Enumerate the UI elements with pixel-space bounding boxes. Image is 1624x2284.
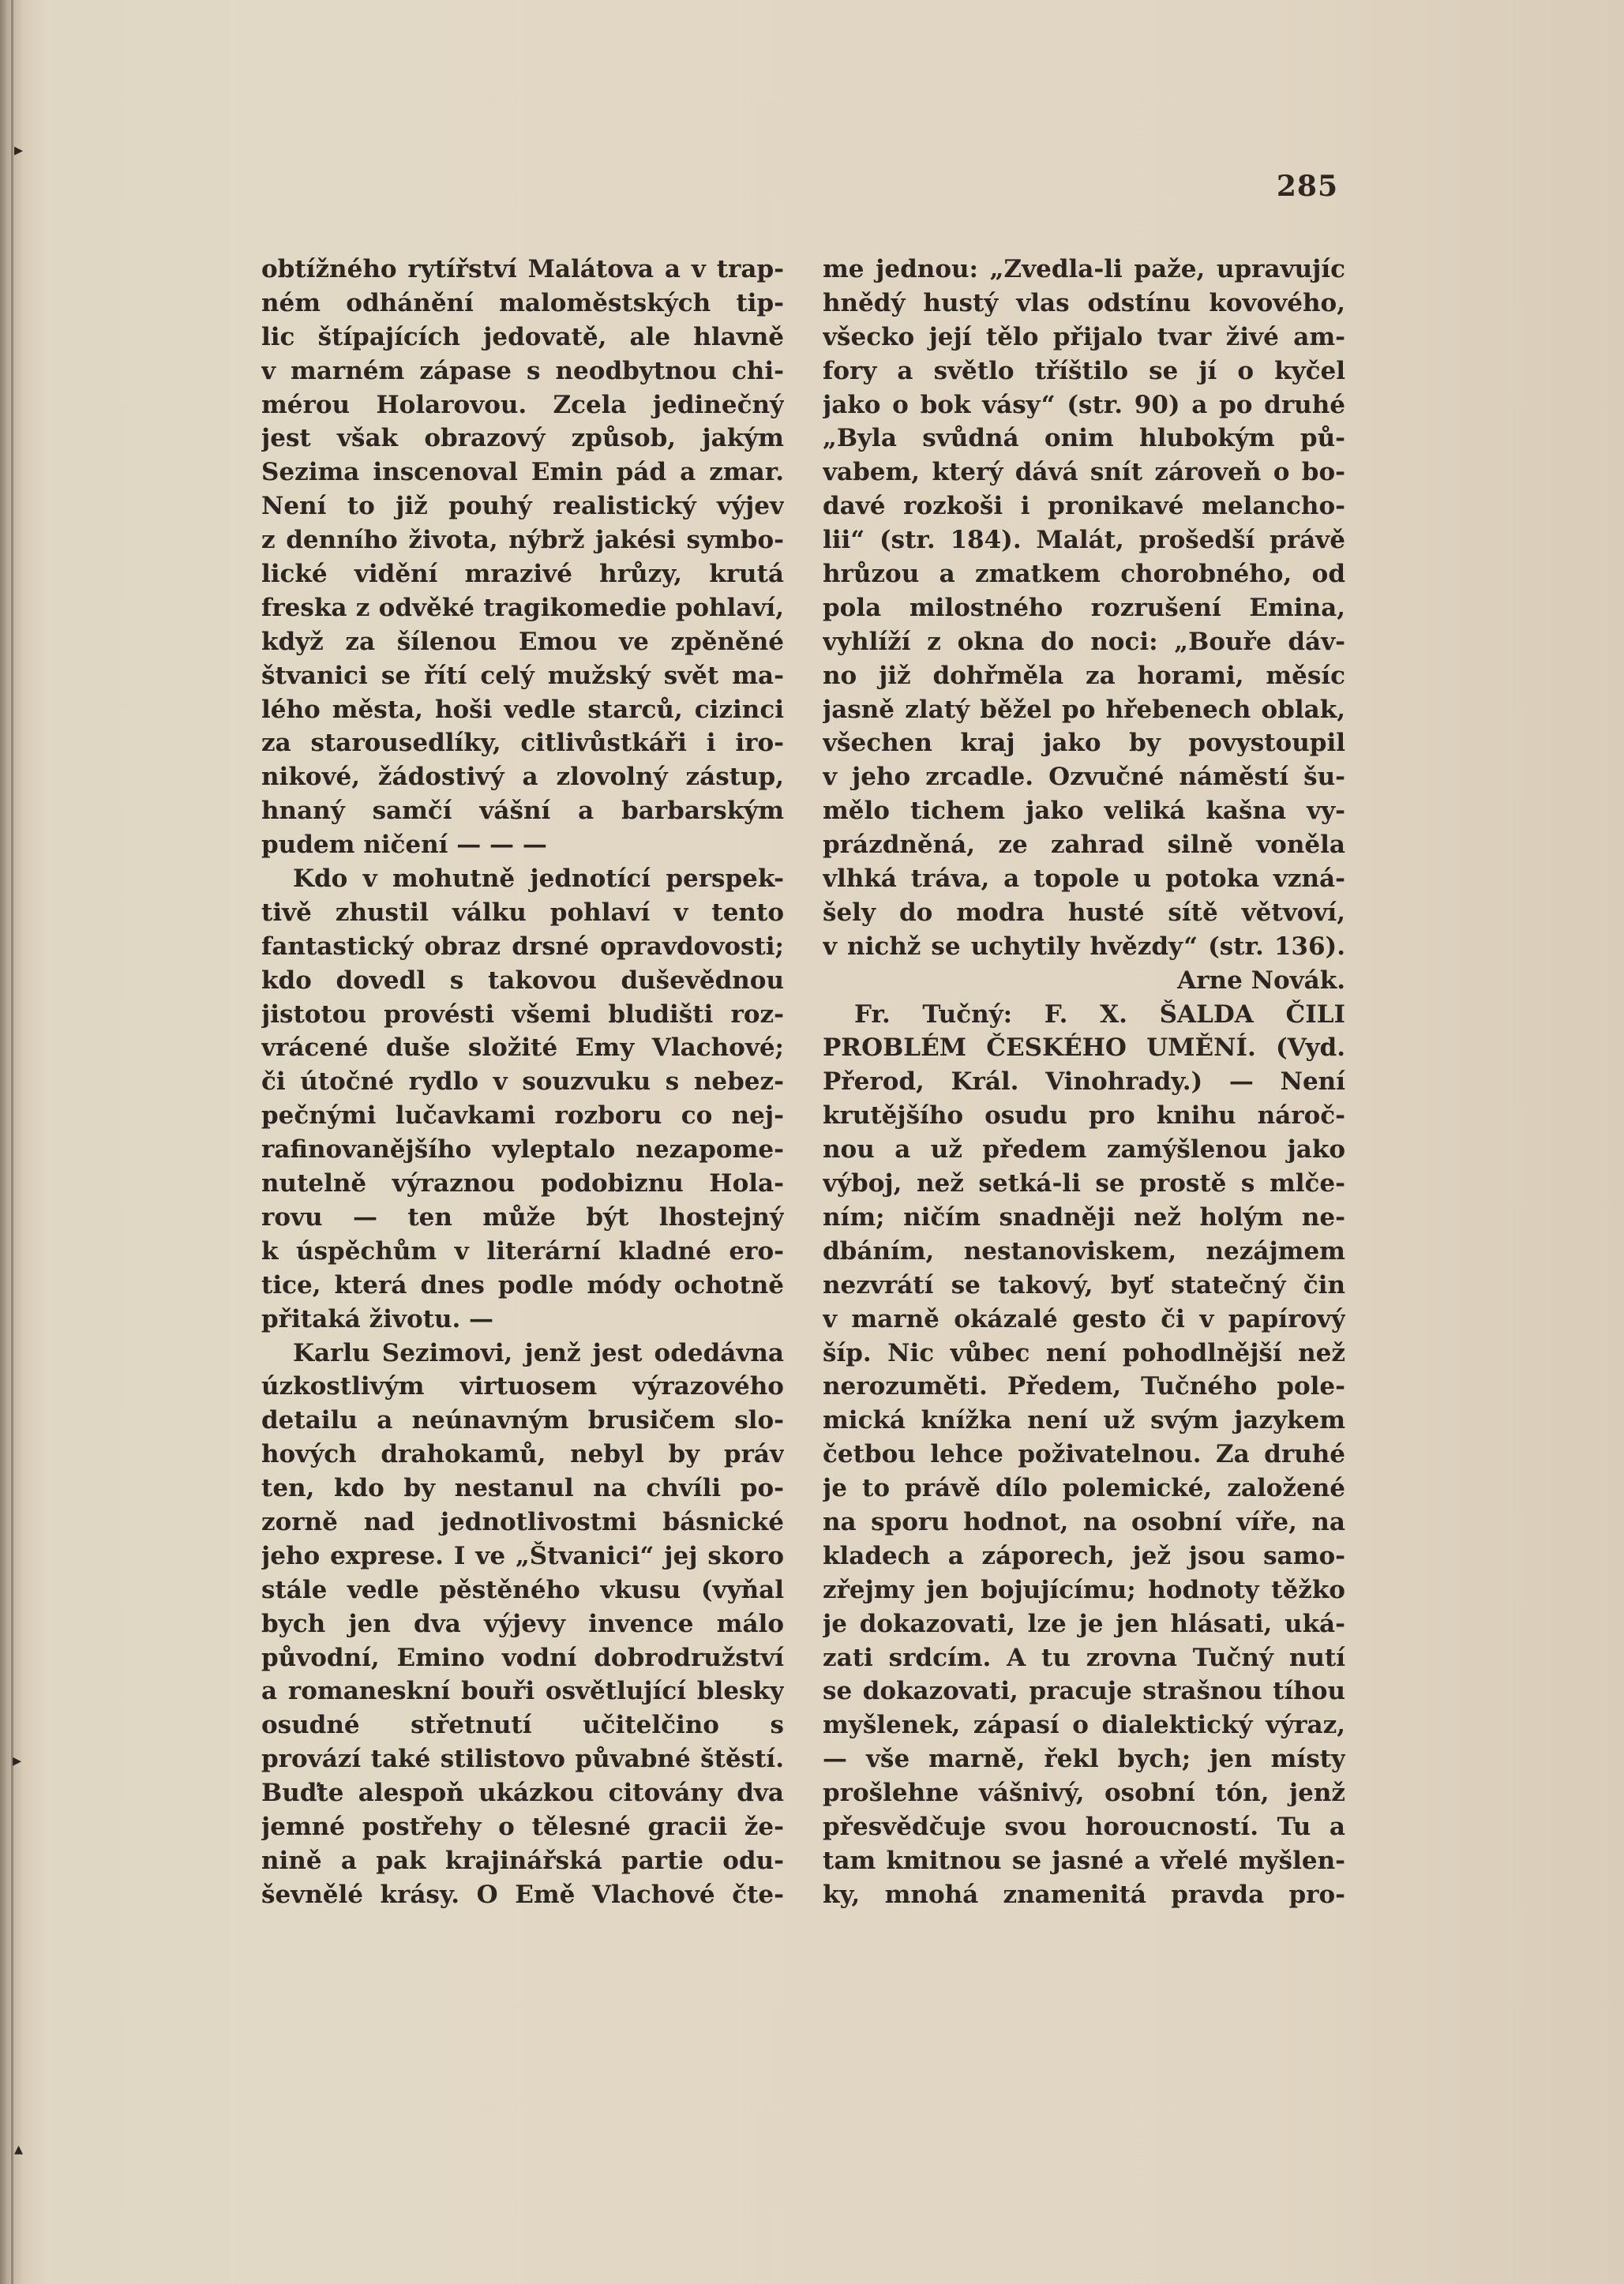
binding-edge	[11, 0, 13, 2284]
text-line: pečnými lučavkami rozboru co nej-	[261, 1101, 784, 1131]
text-line: jako o bok vásy“ (str. 90) a po druhé	[823, 390, 1345, 419]
text-line: Arne Novák.	[1177, 966, 1345, 995]
text-line: nezvrátí se takový, byť statečný čin	[823, 1270, 1345, 1300]
text-line: mická knížka není už svým jazykem	[823, 1406, 1345, 1435]
text-line: všecko její tělo přijalo tvar živé am-	[823, 322, 1345, 351]
text-line: myšlenek, zápasí o dialektický výraz,	[823, 1711, 1345, 1740]
text-line: tice, která dnes podle módy ochotně	[261, 1270, 784, 1300]
text-line: provází také stilistovo půvabné štěstí.	[261, 1745, 784, 1774]
text-line: fantastický obraz drsné opravdovosti;	[261, 932, 784, 961]
text-line: osudné střetnutí učitelčino s	[261, 1711, 784, 1740]
text-line: ševnělé krásy. O Emě Vlachové čte-	[261, 1880, 784, 1909]
text-line: úzkostlivým virtuosem výrazového	[261, 1372, 784, 1401]
text-line: nikové, žádostivý a zlovolný zástup,	[261, 763, 784, 792]
text-line: je to právě dílo polemické, založené	[823, 1474, 1345, 1503]
text-line: davé rozkoši i pronikavé melancho-	[823, 492, 1345, 521]
text-line: rovu — ten může být lhostejný	[261, 1202, 784, 1232]
text-line: „Byla svůdná onim hlubokým pů-	[823, 424, 1345, 453]
text-line: nou a už předem zamýšlenou jako	[823, 1135, 1345, 1165]
text-line: zorně nad jednotlivostmi básnické	[261, 1507, 784, 1536]
text-line: Buďte alespoň ukázkou citovány dva	[261, 1779, 784, 1808]
text-line: freska z odvěké tragikomedie pohlaví,	[261, 593, 784, 622]
text-line: jistotou provésti všemi bludišti roz-	[261, 999, 784, 1029]
text-line: na sporu hodnot, na osobní víře, na	[823, 1507, 1345, 1536]
text-line: jeho exprese. I ve „Štvanici“ jej skoro	[261, 1541, 784, 1570]
text-line: původní, Emino vodní dobrodružství	[261, 1643, 784, 1672]
text-line: lého města, hoši vedle starců, cizinci	[261, 695, 784, 724]
text-line: vrácené duše složité Emy Vlachové;	[261, 1033, 784, 1063]
margin-mark: ▴	[14, 2140, 24, 2159]
text-line: kdo dovedl s takovou duševědnou	[261, 966, 784, 995]
right-column	[823, 253, 1345, 1912]
margin-arrow: ▸	[13, 1751, 22, 1771]
text-line: Přerod, Král. Vinohrady.) — Není	[823, 1067, 1345, 1097]
text-line: detailu a neúnavným brusičem slo-	[261, 1406, 784, 1435]
text-line: prošlehne vášnivý, osobní tón, jenž	[823, 1779, 1345, 1808]
text-line: lii“ (str. 184). Malát, prošedší právě	[823, 526, 1345, 555]
text-line: no již dohřměla za horami, měsíc	[823, 661, 1345, 690]
text-line: se dokazovati, pracuje strašnou tíhou	[823, 1677, 1345, 1706]
text-line: stále vedle pěstěného vkusu (vyňal	[261, 1575, 784, 1604]
text-line: štvanici se řítí celý mužský svět ma-	[261, 661, 784, 690]
text-line: — vše marně, řekl bych; jen místy	[823, 1745, 1345, 1774]
text-line: všechen kraj jako by povystoupil	[823, 729, 1345, 758]
text-line: hnědý hustý vlas odstínu kovového,	[823, 288, 1345, 317]
text-line: mělo tichem jako veliká kašna vy-	[823, 797, 1345, 826]
text-line: šely do modra husté sítě větvoví,	[823, 898, 1345, 927]
text-line: prázdněná, ze zahrad silně voněla	[823, 831, 1345, 860]
text-line: Není to již pouhý realistický výjev	[261, 492, 784, 521]
text-line: šíp. Nic vůbec není pohodlnější než	[823, 1338, 1345, 1367]
text-line: bych jen dva výjevy invence málo	[261, 1609, 784, 1638]
text-line: ten, kdo by nestanul na chvíli po-	[261, 1474, 784, 1503]
text-line: tam kmitnou se jasné a vřelé myšlen-	[823, 1846, 1345, 1875]
text-line: pudem ničení — — —	[261, 831, 547, 860]
text-line: v marně okázalé gesto či v papírový	[823, 1304, 1345, 1333]
text-line: či útočné rydlo v souzvuku s nebez-	[261, 1067, 784, 1097]
text-line: lic štípajících jedovatě, ale hlavně	[261, 322, 784, 351]
text-line: ném odhánění maloměstských tip-	[261, 288, 784, 317]
text-line: četbou lehce poživatelnou. Za druhé	[823, 1440, 1345, 1469]
text-line: Sezima inscenoval Emin pád a zmar.	[261, 458, 784, 487]
text-line: z denního života, nýbrž jakési symbo-	[261, 526, 784, 555]
text-line: rafinovanějšího vyleptalo nezapome-	[261, 1135, 784, 1165]
text-line: když za šílenou Emou ve zpěněné	[261, 627, 784, 656]
text-line: vyhlíží z okna do noci: „Bouře dáv-	[823, 627, 1345, 656]
text-line: v jeho zrcadle. Ozvučné náměstí šu-	[823, 763, 1345, 792]
text-line: nutelně výraznou podobiznu Hola-	[261, 1169, 784, 1198]
text-line: Fr. Tučný: F. X. ŠALDA ČILI	[854, 999, 1345, 1029]
text-line: přitaká životu. —	[261, 1304, 494, 1333]
text-line: kladech a záporech, jež jsou samo-	[823, 1541, 1345, 1570]
text-line: výboj, než setká-li se prostě s mlče-	[823, 1169, 1345, 1198]
text-line: zřejmy jen bojujícímu; hodnoty těžko	[823, 1575, 1345, 1604]
text-line: obtížného rytířství Malátova a v trap-	[261, 255, 784, 283]
text-line: me jednou: „Zvedla-li paže, upravujíc	[823, 255, 1345, 283]
page-number: 285	[1276, 170, 1338, 203]
text-line: hových drahokamů, nebyl by práv	[261, 1440, 784, 1469]
text-line: PROBLÉM ČESKÉHO UMĚNÍ. (Vyd.	[823, 1033, 1345, 1063]
text-line: jest však obrazový způsob, jakým	[261, 424, 784, 453]
text-line: nerozuměti. Předem, Tučného pole-	[823, 1372, 1345, 1401]
text-line: Kdo v mohutně jednotící perspek-	[293, 864, 784, 894]
text-line: a romaneskní bouři osvětlující blesky	[261, 1677, 784, 1706]
text-line: tivě zhustil válku pohlaví v tento	[261, 898, 784, 927]
text-line: lické vidění mrazivé hrůzy, krutá	[261, 560, 784, 589]
text-line: fory a světlo tříštilo se jí o kyčel	[823, 356, 1345, 385]
text-line: za starousedlíky, citlivůstkáři i iro-	[261, 729, 784, 758]
text-line: pola milostného rozrušení Emina,	[823, 593, 1345, 622]
margin-mark: ▸	[14, 141, 24, 160]
text-line: vlhká tráva, a topole u potoka vzná-	[823, 864, 1345, 894]
text-line: zati srdcím. A tu zrovna Tučný nutí	[823, 1643, 1345, 1672]
text-line: hnaný samčí vášní a barbarským	[261, 797, 784, 826]
text-line: v nichž se uchytily hvězdy“ (str. 136).	[823, 932, 1345, 961]
text-line: hrůzou a zmatkem chorobného, od	[823, 560, 1345, 589]
text-line: v marném zápase s neodbytnou chi-	[261, 356, 784, 385]
left-column	[261, 253, 784, 1912]
text-line: je dokazovati, lze je jen hlásati, uká-	[823, 1609, 1345, 1638]
text-line: krutějšího osudu pro knihu nároč-	[823, 1101, 1345, 1131]
text-line: k úspěchům v literární kladné ero-	[261, 1236, 784, 1266]
text-line: Karlu Sezimovi, jenž jest odedávna	[293, 1338, 784, 1367]
text-line: ním; ničím snadněji než holým ne-	[823, 1202, 1345, 1232]
text-line: přesvědčuje svou horoucností. Tu a	[823, 1812, 1345, 1841]
text-line: jemné postřehy o tělesné gracii že-	[261, 1812, 784, 1841]
text-line: ky, mnohá znamenitá pravda pro-	[823, 1880, 1345, 1909]
text-line: mérou Holarovou. Zcela jedinečný	[261, 390, 784, 419]
text-line: dbáním, nestanoviskem, nezájmem	[823, 1236, 1345, 1266]
text-line: jasně zlatý běžel po hřebenech oblak,	[823, 695, 1345, 724]
text-line: nině a pak krajinářská partie odu-	[261, 1846, 784, 1875]
text-line: vabem, který dává snít zároveň o bo-	[823, 458, 1345, 487]
